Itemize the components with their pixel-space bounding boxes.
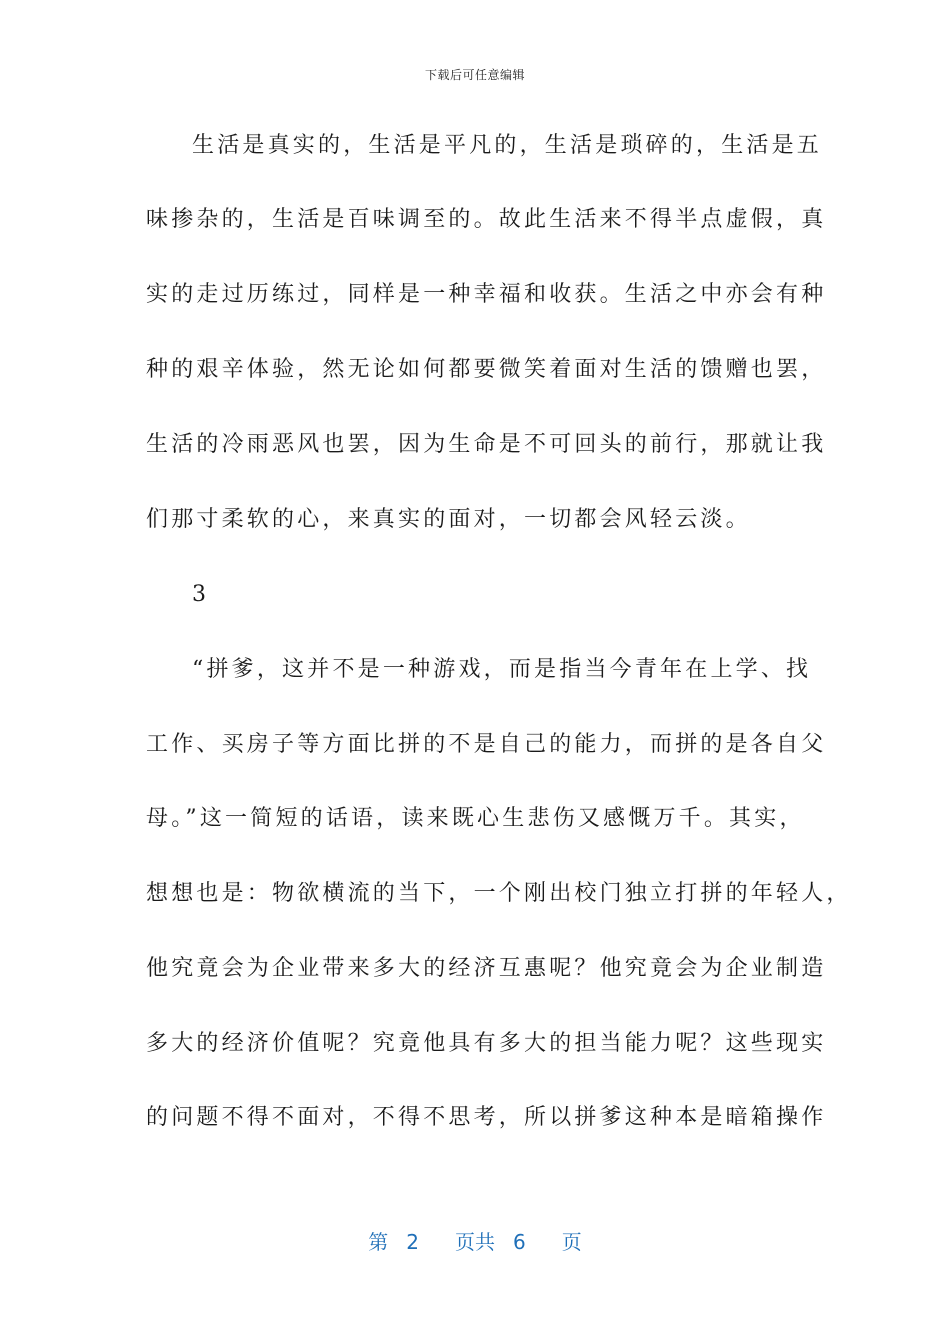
text-line: 的问题不得不面对，不得不思考，所以拼爹这种本是暗箱操作 xyxy=(146,1105,827,1130)
text-line: 多大的经济价值呢？究竟他具有多大的担当能力呢？这些现实 xyxy=(146,1031,827,1056)
footer-current-page: 2 xyxy=(406,1230,419,1254)
text-line: 生活的冷雨恶风也罢，因为生命是不可回头的前行，那就让我 xyxy=(146,432,827,457)
text-line: 生活是真实的，生活是平凡的，生活是琐碎的，生活是五 xyxy=(192,133,823,158)
footer-total-pages: 6 xyxy=(513,1230,526,1254)
text-line: 想想也是：物欲横流的当下，一个刚出校门独立打拼的年轻人， xyxy=(146,881,852,906)
text-line: 们那寸柔软的心，来真实的面对，一切都会风轻云淡。 xyxy=(146,507,751,532)
page-footer xyxy=(0,1226,950,1255)
text-line: 母。”这一简短的话语，读来既心生悲伤又感慨万千。其实， xyxy=(146,806,805,831)
text-line: 工作、买房子等方面比拼的不是自己的能力，而拼的是各自父 xyxy=(146,732,827,757)
footer-suffix: 页 xyxy=(561,1230,582,1254)
footer-middle: 页共 xyxy=(455,1230,495,1254)
text-line: 他究竟会为企业带来多大的经济互惠呢？他究竟会为企业制造 xyxy=(146,956,827,981)
text-line: 味掺杂的，生活是百味调至的。故此生活来不得半点虚假，真 xyxy=(146,207,827,232)
text-line: 种的艰辛体验，然无论如何都要微笑着面对生活的馈赠也罢， xyxy=(146,357,827,382)
page-header: 下载后可任意编辑 xyxy=(424,68,525,82)
text-line: “拼爹，这并不是一种游戏，而是指当今青年在上学、找 xyxy=(192,657,812,682)
footer-prefix: 第 xyxy=(368,1230,389,1254)
text-line: 实的走过历练过，同样是一种幸福和收获。生活之中亦会有种 xyxy=(146,282,827,307)
section-number: 3 xyxy=(192,582,210,607)
